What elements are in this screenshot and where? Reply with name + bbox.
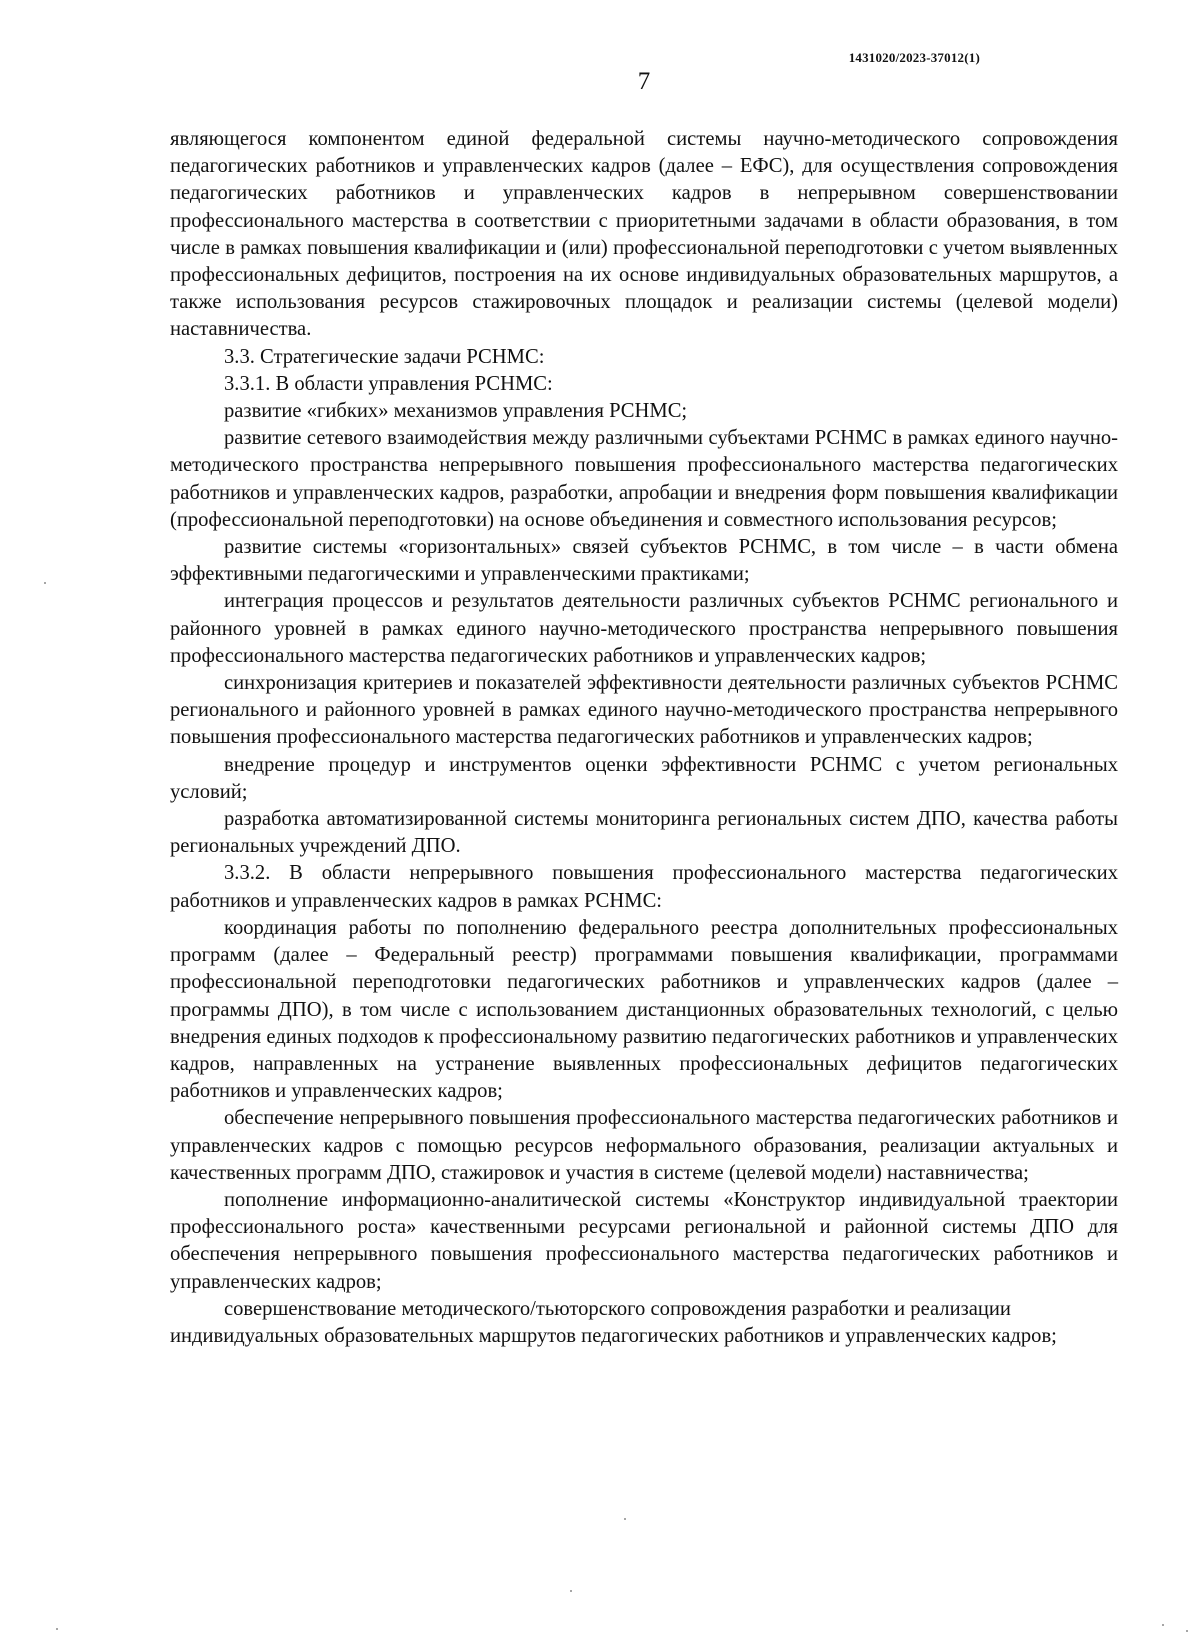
scan-speck: [624, 1518, 626, 1520]
paragraph: внедрение процедур и инструментов оценки эффективности РСНМС с учетом региональных условий;: [170, 753, 1118, 803]
paragraph: пополнение информационно-аналитической системы «Конструктор индивидуальной траектории профессионального роста» качественными ресурсами региональной и районной системы ДПО для обеспечения непрерывного повышения профессионального мастерства педагогических работников и управленческих кадров;: [170, 1188, 1118, 1293]
paragraph: 3.3.2. В области непрерывного повышения профессионального мастерства педагогических работников и управленческих кадров в рамках РСНМС:: [170, 862, 1118, 912]
paragraph: координация работы по пополнению федерального реестра дополнительных профессиональных программ (далее – Федеральный реестр) программами повышения квалификации, программами профессиональной переподготовки педагогических работников и управленческих кадров (далее – программы ДПО), в том числе с использованием дистанционных образовательных технологий, с целью внедрения единых подходов к профессиональному развитию педагогических работников и управленческих кадров, направленных на устранение выявленных профессиональных дефицитов педагогических работников и управленческих кадров;: [170, 916, 1118, 1103]
scan-speck: [44, 582, 46, 584]
paragraph: являющегося компонентом единой федеральной системы научно-методического сопровождения педагогических работников и управленческих кадров (далее – ЕФС), для осуществления сопровождения педагогических работников и управленческих кадров в непрерывном совершенствовании профессионального мастерства в соответствии с приоритетными задачами в области образования, в том числе в рамках повышения квалификации и (или) профессиональной переподготовки с учетом выявленных профессиональных дефицитов, построения на их основе индивидуальных образовательных маршрутов, а также использования ресурсов стажировочных площадок и реализации системы (целевой модели) наставничества.: [170, 128, 1118, 341]
paragraph: 3.3.1. В области управления РСНМС:: [224, 372, 553, 395]
paragraph: развитие сетевого взаимодействия между различными субъектами РСНМС в рамках единого научно-методического пространства непрерывного повышения профессионального мастерства педагогических работников и управленческих кадров, разработки, апробации и внедрения форм повышения квалификации (профессиональной переподготовки) на основе объединения и совместного использования ресурсов;: [170, 427, 1118, 531]
paragraph: совершенствование методического/тьюторского сопровождения разработки и реализации индивидуальных образовательных маршрутов педагогических работников и управленческих кадров;: [170, 1297, 1057, 1347]
paragraph: развитие системы «горизонтальных» связей субъектов РСНМС, в том числе – в части обмена эффективными педагогическими и управленческими практиками;: [170, 536, 1118, 586]
scan-speck: [1162, 1624, 1164, 1626]
paragraph: обеспечение непрерывного повышения профессионального мастерства педагогических работников и управленческих кадров с помощью ресурсов неформального образования, реализации актуальных и качественных программ ДПО, стажировок и участия в системе (целевой модели) наставничества;: [170, 1107, 1118, 1184]
document-body: [170, 126, 1118, 1350]
scan-speck: [56, 1628, 58, 1630]
page-number: 7: [637, 68, 651, 95]
scan-speck: [570, 1590, 572, 1592]
paragraph: 3.3. Стратегические задачи РСНМС:: [224, 345, 545, 368]
paragraph: развитие «гибких» механизмов управления РСНМС;: [224, 400, 688, 423]
paragraph: разработка автоматизированной системы мониторинга региональных систем ДПО, качества работы региональных учреждений ДПО.: [170, 808, 1118, 858]
document-id: 1431020/2023-37012(1): [848, 50, 980, 65]
paragraph: интеграция процессов и результатов деятельности различных субъектов РСНМС регионального и районного уровней в рамках единого научно-методического пространства непрерывного повышения профессионального мастерства педагогических работников и управленческих кадров;: [170, 590, 1118, 667]
paragraph: синхронизация критериев и показателей эффективности деятельности различных субъектов РСНМС регионального и районного уровней в рамках единого научно-методического пространства непрерывного повышения профессионального мастерства педагогических работников и управленческих кадров;: [170, 672, 1118, 749]
scan-speck: [1186, 1630, 1188, 1632]
